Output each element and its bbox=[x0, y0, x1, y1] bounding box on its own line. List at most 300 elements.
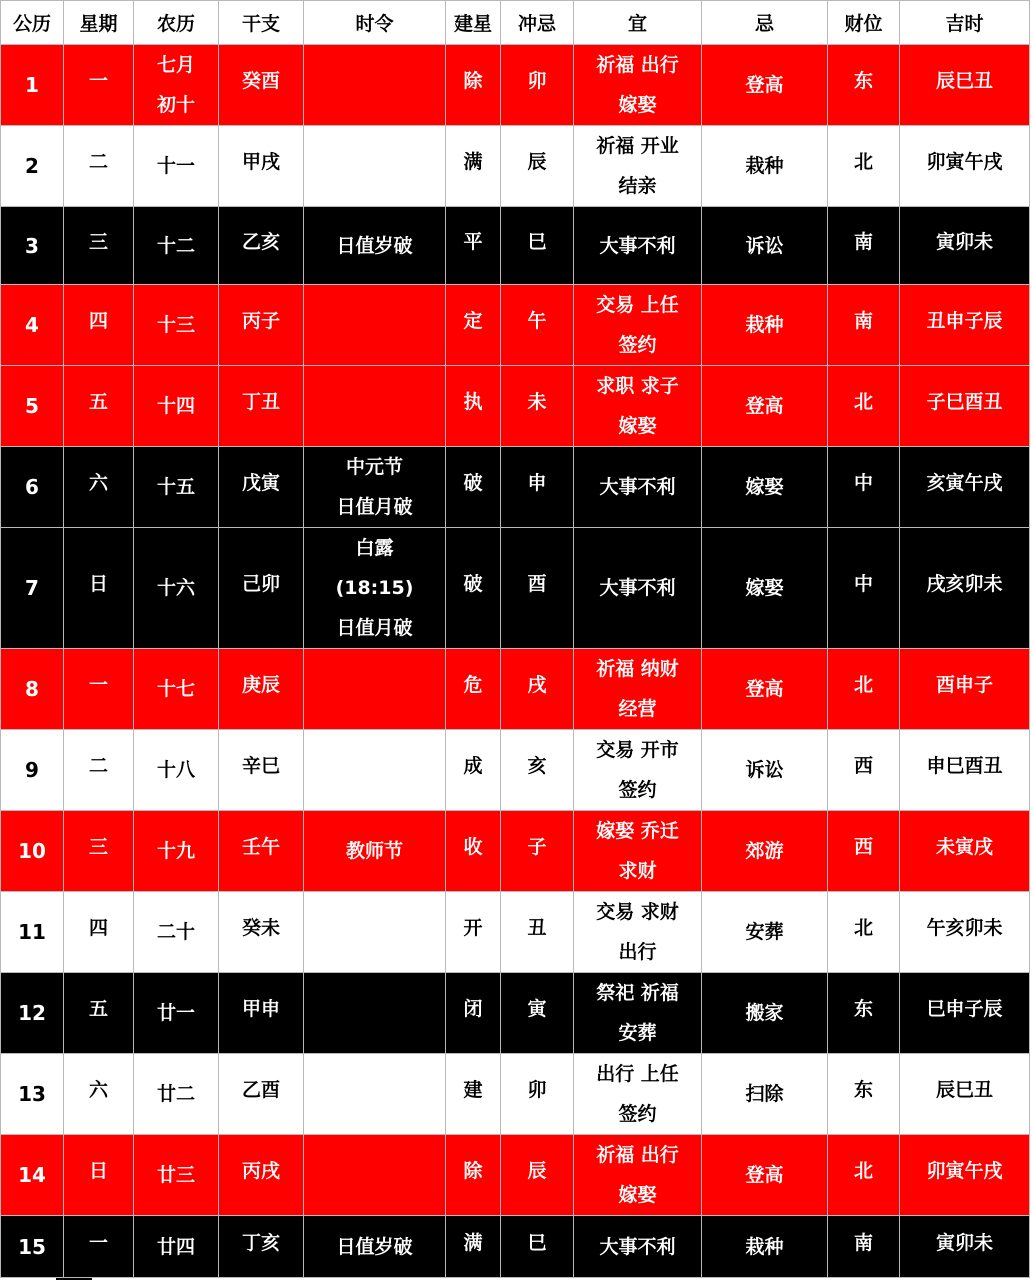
day-row bbox=[1, 126, 1030, 207]
ganzhi-cell-text: 癸未 bbox=[241, 917, 280, 939]
solar-date-cell-text: 10 bbox=[18, 839, 46, 863]
ganzhi-cell bbox=[219, 892, 304, 973]
day-row bbox=[1, 892, 1030, 973]
day-row bbox=[1, 649, 1030, 730]
solar-date-cell bbox=[1, 126, 64, 207]
lunar-date-cell bbox=[134, 649, 219, 730]
day-row bbox=[1, 811, 1030, 892]
ganzhi-cell bbox=[219, 285, 304, 366]
jishi-cell-text: 寅卯未 bbox=[935, 1231, 993, 1254]
solar-date-cell bbox=[1, 892, 64, 973]
jianxing-cell-text: 建 bbox=[463, 1079, 483, 1101]
solar-term-cell-text: 教师节 bbox=[345, 840, 403, 862]
solar-term-cell-text: 日值岁破 bbox=[336, 1235, 413, 1258]
chongji-cell bbox=[501, 528, 574, 649]
jianxing-cell bbox=[446, 366, 501, 447]
chongji-cell-text: 卯 bbox=[527, 1079, 547, 1101]
chongji-cell-text: 寅 bbox=[527, 998, 547, 1020]
jishi-cell-text: 申巳酉丑 bbox=[926, 755, 1003, 777]
jishi-cell-text: 辰巳丑 bbox=[935, 70, 993, 92]
lunar-date-cell-text: 廿二 bbox=[156, 1083, 195, 1105]
jianxing-cell bbox=[446, 285, 501, 366]
yi-cell bbox=[574, 528, 702, 649]
weekday-cell bbox=[64, 730, 134, 811]
ji-cell-text: 郊游 bbox=[745, 840, 784, 862]
header-ganzhi: 干支 bbox=[219, 1, 304, 45]
chongji-cell-text: 酉 bbox=[527, 573, 547, 595]
yi-cell-text: 大事不利 bbox=[599, 476, 676, 498]
solar-date-cell-text: 11 bbox=[18, 920, 46, 944]
header-yi: 宜 bbox=[574, 1, 702, 45]
yi-cell bbox=[574, 447, 702, 528]
solar-date-cell bbox=[1, 1216, 64, 1278]
caiwei-cell bbox=[828, 973, 900, 1054]
yi-cell-text: 祈福 出行 嫁娶 bbox=[596, 54, 679, 116]
ji-cell-text: 安葬 bbox=[745, 921, 784, 943]
solar-term-cell bbox=[304, 285, 446, 366]
ji-cell-text: 登高 bbox=[745, 1164, 784, 1186]
chongji-cell-text: 亥 bbox=[527, 755, 547, 777]
yi-cell-text: 祭祀 祈福 安葬 bbox=[596, 982, 679, 1044]
ji-cell bbox=[702, 1135, 828, 1216]
weekday-cell bbox=[64, 649, 134, 730]
weekday-cell bbox=[64, 366, 134, 447]
day-row bbox=[1, 730, 1030, 811]
lunar-date-cell bbox=[134, 730, 219, 811]
ganzhi-cell bbox=[219, 973, 304, 1054]
solar-date-cell-text: 7 bbox=[25, 576, 39, 600]
lunar-date-cell-text: 廿一 bbox=[156, 1002, 195, 1024]
ji-cell-text: 诉讼 bbox=[745, 234, 784, 257]
ji-cell bbox=[702, 892, 828, 973]
solar-term-cell-text: 中元节 日值月破 bbox=[336, 456, 413, 518]
lunar-date-cell-text: 廿四 bbox=[156, 1235, 195, 1258]
jishi-cell bbox=[900, 207, 1030, 285]
weekday-cell-text: 一 bbox=[88, 1231, 108, 1254]
weekday-cell-text: 日 bbox=[88, 1160, 108, 1182]
jishi-cell-text: 酉申子 bbox=[935, 674, 993, 696]
ji-cell-text: 栽种 bbox=[745, 1235, 784, 1258]
ji-cell bbox=[702, 45, 828, 126]
ganzhi-cell bbox=[219, 1054, 304, 1135]
day-row bbox=[1, 45, 1030, 126]
lunar-date-cell-text: 二十 bbox=[156, 921, 195, 943]
jianxing-cell bbox=[446, 207, 501, 285]
chongji-cell bbox=[501, 811, 574, 892]
ganzhi-cell bbox=[219, 366, 304, 447]
yi-cell-text: 求职 求子 嫁娶 bbox=[596, 375, 679, 437]
weekday-cell-text: 四 bbox=[88, 310, 108, 332]
header-solar-date: 公历 bbox=[1, 1, 64, 45]
ji-cell-text: 扫除 bbox=[745, 1083, 784, 1105]
chongji-cell bbox=[501, 207, 574, 285]
weekday-cell bbox=[64, 973, 134, 1054]
weekday-cell-text: 五 bbox=[88, 998, 108, 1020]
ji-cell bbox=[702, 649, 828, 730]
lunar-date-cell-text: 十三 bbox=[156, 314, 195, 336]
weekday-cell-text: 一 bbox=[88, 674, 108, 696]
chongji-cell bbox=[501, 649, 574, 730]
caiwei-cell bbox=[828, 730, 900, 811]
chongji-cell-text: 戌 bbox=[527, 674, 547, 696]
lunar-date-cell bbox=[134, 973, 219, 1054]
jianxing-cell-text: 破 bbox=[463, 472, 483, 494]
header-solar-term: 时令 bbox=[304, 1, 446, 45]
yi-cell bbox=[574, 973, 702, 1054]
ji-cell-text: 登高 bbox=[745, 678, 784, 700]
yi-cell bbox=[574, 207, 702, 285]
ganzhi-cell bbox=[219, 1135, 304, 1216]
caiwei-cell bbox=[828, 447, 900, 528]
ganzhi-cell-text: 辛巳 bbox=[241, 755, 280, 777]
ji-cell bbox=[702, 528, 828, 649]
jianxing-cell bbox=[446, 811, 501, 892]
weekday-cell-text: 四 bbox=[88, 917, 108, 939]
weekday-cell bbox=[64, 1054, 134, 1135]
yi-cell bbox=[574, 892, 702, 973]
jianxing-cell-text: 开 bbox=[463, 917, 483, 939]
ji-cell-text: 嫁娶 bbox=[745, 577, 784, 599]
day-row bbox=[1, 285, 1030, 366]
jianxing-cell bbox=[446, 126, 501, 207]
caiwei-cell-text: 北 bbox=[853, 674, 873, 696]
caiwei-cell bbox=[828, 811, 900, 892]
solar-date-cell-text: 6 bbox=[25, 475, 39, 499]
weekday-cell bbox=[64, 285, 134, 366]
ganzhi-cell bbox=[219, 45, 304, 126]
jianxing-cell-text: 闭 bbox=[463, 998, 483, 1020]
chongji-cell-text: 辰 bbox=[527, 151, 547, 173]
jishi-cell-text: 寅卯未 bbox=[935, 230, 993, 253]
bottom-divider bbox=[56, 1278, 92, 1280]
yi-cell bbox=[574, 1216, 702, 1278]
caiwei-cell-text: 中 bbox=[853, 472, 873, 494]
lunar-date-cell-text: 十八 bbox=[156, 759, 195, 781]
jianxing-cell-text: 满 bbox=[463, 1231, 483, 1254]
solar-date-cell bbox=[1, 447, 64, 528]
jishi-cell bbox=[900, 528, 1030, 649]
solar-date-cell-text: 12 bbox=[18, 1001, 46, 1025]
caiwei-cell bbox=[828, 285, 900, 366]
solar-term-cell bbox=[304, 973, 446, 1054]
day-row bbox=[1, 1054, 1030, 1135]
jianxing-cell bbox=[446, 45, 501, 126]
jishi-cell-text: 丑申子辰 bbox=[926, 310, 1003, 332]
lunar-date-cell-text: 十七 bbox=[156, 678, 195, 700]
jishi-cell bbox=[900, 1135, 1030, 1216]
ji-cell bbox=[702, 207, 828, 285]
chongji-cell-text: 巳 bbox=[527, 1231, 547, 1254]
day-row bbox=[1, 366, 1030, 447]
weekday-cell bbox=[64, 892, 134, 973]
ganzhi-cell-text: 乙亥 bbox=[241, 230, 280, 253]
jishi-cell-text: 亥寅午戌 bbox=[926, 472, 1003, 494]
caiwei-cell bbox=[828, 207, 900, 285]
jianxing-cell bbox=[446, 730, 501, 811]
chongji-cell bbox=[501, 447, 574, 528]
caiwei-cell-text: 北 bbox=[853, 917, 873, 939]
ganzhi-cell bbox=[219, 126, 304, 207]
yi-cell bbox=[574, 730, 702, 811]
day-row bbox=[1, 447, 1030, 528]
chongji-cell bbox=[501, 45, 574, 126]
ganzhi-cell-text: 戊寅 bbox=[241, 472, 280, 494]
caiwei-cell-text: 南 bbox=[853, 310, 873, 332]
jianxing-cell bbox=[446, 892, 501, 973]
caiwei-cell bbox=[828, 45, 900, 126]
weekday-cell-text: 五 bbox=[88, 391, 108, 413]
jishi-cell bbox=[900, 366, 1030, 447]
chongji-cell-text: 丑 bbox=[527, 917, 547, 939]
weekday-cell bbox=[64, 447, 134, 528]
solar-date-cell-text: 2 bbox=[25, 154, 39, 178]
lunar-date-cell bbox=[134, 207, 219, 285]
weekday-cell-text: 六 bbox=[88, 472, 108, 494]
ganzhi-cell-text: 甲戌 bbox=[241, 151, 280, 173]
yi-cell-text: 嫁娶 乔迁 求财 bbox=[596, 820, 679, 882]
weekday-cell bbox=[64, 45, 134, 126]
weekday-cell bbox=[64, 811, 134, 892]
day-row bbox=[1, 973, 1030, 1054]
jianxing-cell bbox=[446, 447, 501, 528]
jishi-cell bbox=[900, 45, 1030, 126]
chongji-cell bbox=[501, 730, 574, 811]
weekday-cell bbox=[64, 207, 134, 285]
chongji-cell bbox=[501, 892, 574, 973]
chongji-cell-text: 午 bbox=[527, 310, 547, 332]
weekday-cell-text: 二 bbox=[88, 151, 108, 173]
chongji-cell bbox=[501, 366, 574, 447]
caiwei-cell bbox=[828, 366, 900, 447]
lunar-date-cell bbox=[134, 285, 219, 366]
jianxing-cell-text: 执 bbox=[463, 391, 483, 413]
yi-cell bbox=[574, 649, 702, 730]
lunar-date-cell bbox=[134, 892, 219, 973]
caiwei-cell bbox=[828, 1216, 900, 1278]
caiwei-cell bbox=[828, 528, 900, 649]
ji-cell bbox=[702, 285, 828, 366]
yi-cell bbox=[574, 1135, 702, 1216]
lunar-date-cell bbox=[134, 45, 219, 126]
weekday-cell bbox=[64, 528, 134, 649]
solar-term-cell bbox=[304, 126, 446, 207]
jishi-cell bbox=[900, 1216, 1030, 1278]
yi-cell bbox=[574, 811, 702, 892]
yi-cell-text: 交易 上任 签约 bbox=[596, 294, 679, 356]
ganzhi-cell-text: 丁亥 bbox=[241, 1231, 280, 1254]
jianxing-cell-text: 除 bbox=[463, 1160, 483, 1182]
header-row bbox=[1, 1, 1030, 45]
solar-date-cell-text: 9 bbox=[25, 758, 39, 782]
ji-cell bbox=[702, 1216, 828, 1278]
caiwei-cell bbox=[828, 892, 900, 973]
lunar-date-cell bbox=[134, 1135, 219, 1216]
jianxing-cell-text: 平 bbox=[463, 230, 483, 253]
solar-term-cell bbox=[304, 447, 446, 528]
ji-cell bbox=[702, 447, 828, 528]
solar-date-cell bbox=[1, 285, 64, 366]
lunar-date-cell-text: 十九 bbox=[156, 840, 195, 862]
chongji-cell-text: 巳 bbox=[527, 230, 547, 253]
yi-cell-text: 大事不利 bbox=[599, 1235, 676, 1258]
caiwei-cell-text: 西 bbox=[853, 836, 873, 858]
ganzhi-cell-text: 甲申 bbox=[241, 998, 280, 1020]
chongji-cell bbox=[501, 1054, 574, 1135]
day-row bbox=[1, 1216, 1030, 1278]
jishi-cell bbox=[900, 447, 1030, 528]
lunar-date-cell-text: 七月 初十 bbox=[156, 54, 195, 116]
chongji-cell-text: 未 bbox=[527, 391, 547, 413]
solar-date-cell bbox=[1, 207, 64, 285]
caiwei-cell bbox=[828, 126, 900, 207]
header-jishi: 吉时 bbox=[900, 1, 1030, 45]
solar-date-cell-text: 3 bbox=[25, 233, 39, 258]
ganzhi-cell-text: 己卯 bbox=[241, 573, 280, 595]
caiwei-cell-text: 南 bbox=[853, 230, 873, 253]
yi-cell-text: 出行 上任 签约 bbox=[596, 1063, 679, 1125]
header-lunar-date: 农历 bbox=[134, 1, 219, 45]
solar-date-cell bbox=[1, 45, 64, 126]
header-ji: 忌 bbox=[702, 1, 828, 45]
solar-term-cell-text: 白露 (18:15) 日值月破 bbox=[335, 537, 414, 639]
solar-term-cell bbox=[304, 45, 446, 126]
ji-cell-text: 登高 bbox=[745, 74, 784, 96]
caiwei-cell-text: 东 bbox=[853, 70, 873, 92]
jianxing-cell bbox=[446, 528, 501, 649]
lunar-date-cell-text: 十一 bbox=[156, 155, 195, 177]
chongji-cell bbox=[501, 1216, 574, 1278]
solar-date-cell bbox=[1, 1135, 64, 1216]
chongji-cell bbox=[501, 126, 574, 207]
ganzhi-cell-text: 丁丑 bbox=[241, 391, 280, 413]
solar-date-cell-text: 4 bbox=[25, 313, 39, 337]
lunar-date-cell-text: 十四 bbox=[156, 395, 195, 417]
ganzhi-cell-text: 丙戌 bbox=[241, 1160, 280, 1182]
caiwei-cell-text: 北 bbox=[853, 1160, 873, 1182]
weekday-cell-text: 日 bbox=[88, 573, 108, 595]
jishi-cell-text: 巳申子辰 bbox=[926, 998, 1003, 1020]
weekday-cell bbox=[64, 126, 134, 207]
yi-cell bbox=[574, 45, 702, 126]
yi-cell-text: 祈福 出行 嫁娶 bbox=[596, 1144, 679, 1206]
jianxing-cell-text: 满 bbox=[463, 151, 483, 173]
solar-date-cell-text: 1 bbox=[25, 73, 39, 97]
solar-term-cell bbox=[304, 528, 446, 649]
lunar-date-cell bbox=[134, 528, 219, 649]
jianxing-cell bbox=[446, 1054, 501, 1135]
caiwei-cell-text: 北 bbox=[853, 151, 873, 173]
jishi-cell bbox=[900, 973, 1030, 1054]
ganzhi-cell bbox=[219, 1216, 304, 1278]
day-row bbox=[1, 207, 1030, 285]
ji-cell bbox=[702, 811, 828, 892]
yi-cell bbox=[574, 1054, 702, 1135]
caiwei-cell bbox=[828, 1135, 900, 1216]
ganzhi-cell-text: 癸酉 bbox=[241, 70, 280, 92]
jianxing-cell bbox=[446, 649, 501, 730]
lunar-date-cell bbox=[134, 366, 219, 447]
solar-date-cell-text: 8 bbox=[25, 677, 39, 701]
chongji-cell bbox=[501, 285, 574, 366]
solar-date-cell bbox=[1, 649, 64, 730]
solar-date-cell bbox=[1, 811, 64, 892]
ganzhi-cell bbox=[219, 528, 304, 649]
ganzhi-cell bbox=[219, 649, 304, 730]
solar-date-cell-text: 15 bbox=[18, 1234, 46, 1259]
ji-cell-text: 登高 bbox=[745, 395, 784, 417]
jishi-cell bbox=[900, 126, 1030, 207]
yi-cell-text: 祈福 开业 结亲 bbox=[596, 135, 679, 197]
jishi-cell-text: 辰巳丑 bbox=[935, 1079, 993, 1101]
caiwei-cell-text: 东 bbox=[853, 998, 873, 1020]
solar-term-cell bbox=[304, 1135, 446, 1216]
solar-date-cell bbox=[1, 1054, 64, 1135]
ji-cell bbox=[702, 730, 828, 811]
solar-date-cell-text: 13 bbox=[18, 1082, 46, 1106]
solar-term-cell bbox=[304, 1054, 446, 1135]
jishi-cell-text: 午亥卯未 bbox=[926, 917, 1003, 939]
jishi-cell bbox=[900, 1054, 1030, 1135]
chongji-cell-text: 卯 bbox=[527, 70, 547, 92]
caiwei-cell-text: 北 bbox=[853, 391, 873, 413]
ganzhi-cell-text: 壬午 bbox=[241, 836, 280, 858]
solar-term-cell bbox=[304, 366, 446, 447]
caiwei-cell-text: 南 bbox=[853, 1231, 873, 1254]
chongji-cell-text: 辰 bbox=[527, 1160, 547, 1182]
jianxing-cell-text: 成 bbox=[463, 755, 483, 777]
solar-date-cell bbox=[1, 730, 64, 811]
ganzhi-cell-text: 乙酉 bbox=[241, 1079, 280, 1101]
jishi-cell-text: 卯寅午戌 bbox=[926, 1160, 1003, 1182]
day-row bbox=[1, 1135, 1030, 1216]
jishi-cell bbox=[900, 285, 1030, 366]
caiwei-cell bbox=[828, 1054, 900, 1135]
weekday-cell-text: 六 bbox=[88, 1079, 108, 1101]
weekday-cell bbox=[64, 1216, 134, 1278]
ji-cell bbox=[702, 973, 828, 1054]
weekday-cell-text: 一 bbox=[88, 70, 108, 92]
jishi-cell bbox=[900, 892, 1030, 973]
ji-cell bbox=[702, 366, 828, 447]
ji-cell-text: 嫁娶 bbox=[745, 476, 784, 498]
jishi-cell bbox=[900, 811, 1030, 892]
jishi-cell bbox=[900, 649, 1030, 730]
lunar-date-cell bbox=[134, 447, 219, 528]
yi-cell-text: 交易 求财 出行 bbox=[596, 901, 679, 963]
ganzhi-cell-text: 庚辰 bbox=[241, 674, 280, 696]
ji-cell bbox=[702, 1054, 828, 1135]
lunar-date-cell bbox=[134, 1216, 219, 1278]
jianxing-cell bbox=[446, 1135, 501, 1216]
header-chongji: 冲忌 bbox=[501, 1, 574, 45]
caiwei-cell-text: 东 bbox=[853, 1079, 873, 1101]
jianxing-cell-text: 收 bbox=[463, 836, 483, 858]
jishi-cell-text: 戌亥卯未 bbox=[926, 573, 1003, 595]
yi-cell-text: 祈福 纳财 经营 bbox=[596, 658, 679, 720]
lunar-date-cell-text: 十五 bbox=[156, 476, 195, 498]
ji-cell-text: 诉讼 bbox=[745, 759, 784, 781]
chongji-cell bbox=[501, 1135, 574, 1216]
ganzhi-cell-text: 丙子 bbox=[241, 310, 280, 332]
solar-date-cell-text: 5 bbox=[25, 394, 39, 418]
solar-term-cell bbox=[304, 730, 446, 811]
ganzhi-cell bbox=[219, 811, 304, 892]
ji-cell-text: 栽种 bbox=[745, 155, 784, 177]
solar-date-cell-text: 14 bbox=[18, 1163, 46, 1187]
lunar-date-cell bbox=[134, 126, 219, 207]
header-caiwei: 财位 bbox=[828, 1, 900, 45]
jishi-cell-text: 子巳酉丑 bbox=[926, 391, 1003, 413]
